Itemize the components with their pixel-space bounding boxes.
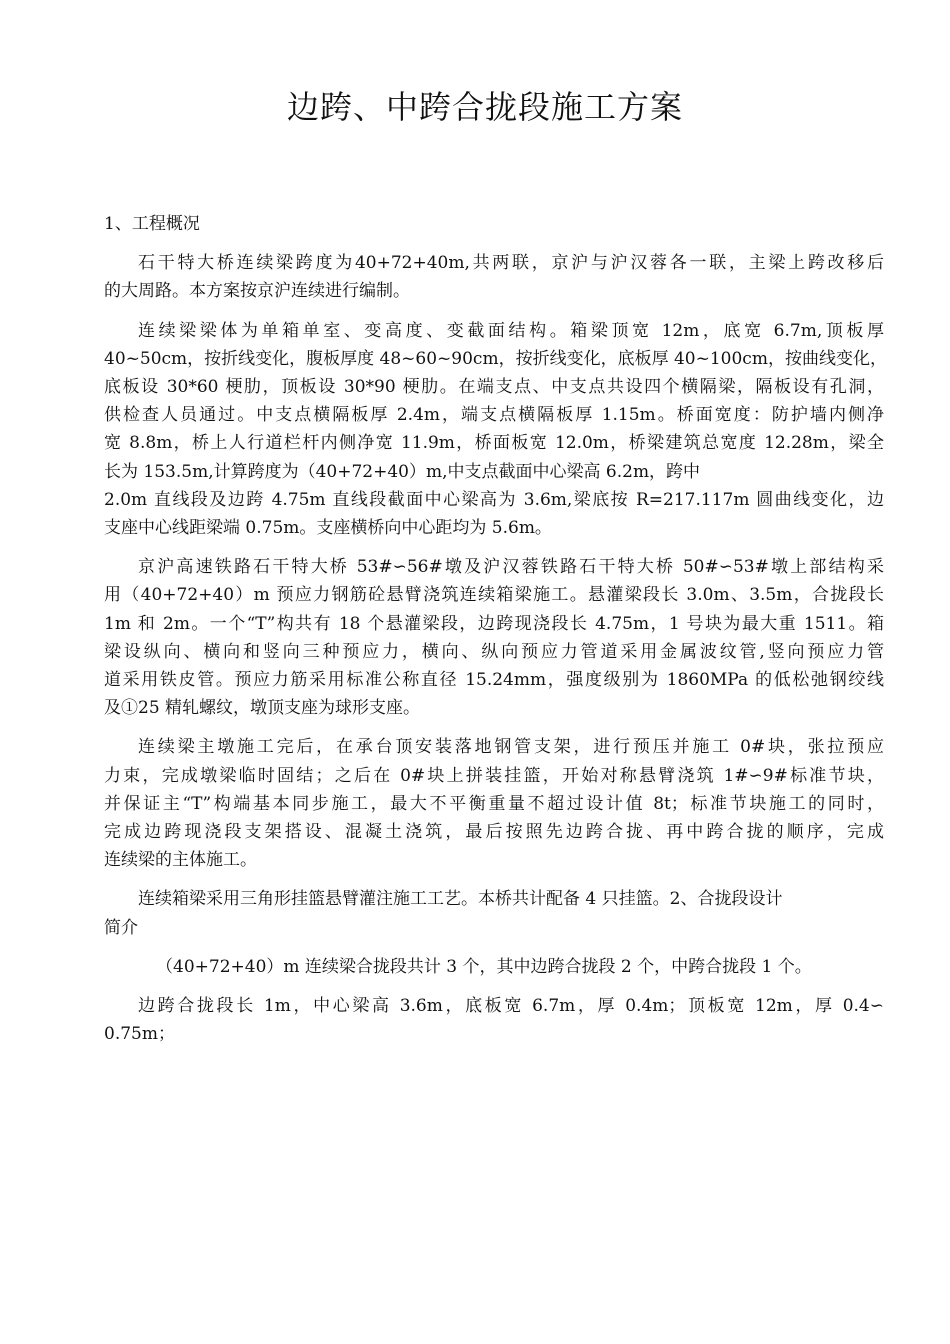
paragraph-span-overview [104,249,884,305]
text-line: 完成边跨现浇段支架搭设、混凝土浇筑，最后按照先边跨合拢、再中跨合拢的顺序，完成 [104,822,884,843]
text-line: 2.0m 直线段及边跨 4.75m 直线段截面中心梁高为 3.6m,梁底按 R=217.117m 圆曲线变化，边 [104,489,884,510]
text-line: 用（40+72+40）m 预应力钢筋砼悬臂浇筑连续箱梁施工。悬灌梁段长 3.0m、3.5m，合拢段长 [104,585,884,606]
paragraph-closure-count [104,953,884,981]
text-line: 连续梁梁体为单箱单室、变高度、变截面结构。箱梁顶宽 12m，底宽 6.7m,顶板厚 [138,320,884,341]
text-line: 长为 153.5m,计算跨度为（40+72+40）m,中支点截面中心梁高 6.2m，跨中 [104,461,701,482]
text-line: 连续梁的主体施工。 [104,850,257,871]
text-line: 及①25 精轧螺纹，墩顶支座为球形支座。 [104,698,421,719]
paragraph-side-span-closure [104,992,884,1048]
text-line: 0.75m； [104,1024,175,1045]
text-line: 石干特大桥连续梁跨度为40+72+40m,共两联，京沪与沪汉蓉各一联，主梁上跨改移后 [138,253,884,274]
paragraph-superstructure [104,553,884,722]
text-line: 40~50cm，按折线变化，腹板厚度 48~60~90cm，按折线变化，底板厚 40~100cm，按曲线变化， [104,348,887,369]
text-line: 支座中心线距梁端 0.75m。支座横桥向中心距均为 5.6m。 [104,518,552,539]
text-line: 宽 8.8m，桥上人行道栏杆内侧净宽 11.9m，桥面板宽 12.0m，桥梁建筑总宽度 12.28m，梁全 [104,433,884,454]
text-line: 边跨合拢段长 1m，中心梁高 3.6m，底板宽 6.7m，厚 0.4m；顶板宽 12m，厚 0.4∽ [138,996,884,1017]
text-line: 1m 和 2m。一个“T”构共有 18 个悬灌梁段，边跨现浇段长 4.75m，1 号块为最大重 1511。箱 [104,613,884,634]
text-line: 力束，完成墩梁临时固结；之后在 0#块上拼装挂篮，开始对称悬臂浇筑 1#∽9#标准节块， [104,765,884,786]
text-line: 梁设纵向、横向和竖向三种预应力，横向、纵向预应力管道采用金属波纹管,竖向预应力管 [104,641,884,662]
text-line: 底板设 30*60 梗肋，顶板设 30*90 梗肋。在端支点、中支点共设四个横隔梁，隔板设有孔洞， [104,377,884,398]
text-line: 供检查人员通过。中支点横隔板厚 2.4m，端支点横隔板厚 1.15m。桥面宽度：防护墙内侧净 [104,405,884,426]
text-line: 连续梁主墩施工完后，在承台顶安装落地钢管支架，进行预压并施工 0#块，张拉预应 [138,737,884,758]
document-body [104,210,887,1059]
document-title: 边跨、中跨合拢段施工方案 [286,88,683,126]
text-line: 道采用铁皮管。预应力筋采用标准公称直径 15.24mm，强度级别为 1860MPa 的低松弛钢绞线 [104,670,884,691]
section-heading-overview: 1、工程概况 [104,214,200,234]
paragraph-beam-structure [104,317,887,543]
text-line: 并保证主“T”构端基本同步施工，最大不平衡重量不超过设计值 8t；标准节块施工的同时， [104,793,884,814]
paragraph-hanging-basket [104,885,884,941]
text-line: 京沪高速铁路石干特大桥 53#∽56#墩及沪汉蓉铁路石干特大桥 50#∽53#墩上部结构采 [138,557,884,578]
paragraph-construction-sequence [104,733,884,874]
text-line: 连续箱梁采用三角形挂篮悬臂灌注施工工艺。本桥共计配备 4 只挂篮。2、合拢段设计 [138,889,783,910]
text-line: （40+72+40）m 连续梁合拢段共计 3 个，其中边跨合拢段 2 个，中跨合拢段 1 个。 [156,956,812,977]
text-line: 简介 [104,917,138,938]
text-line: 的大周路。本方案按京沪连续进行编制。 [104,281,410,302]
